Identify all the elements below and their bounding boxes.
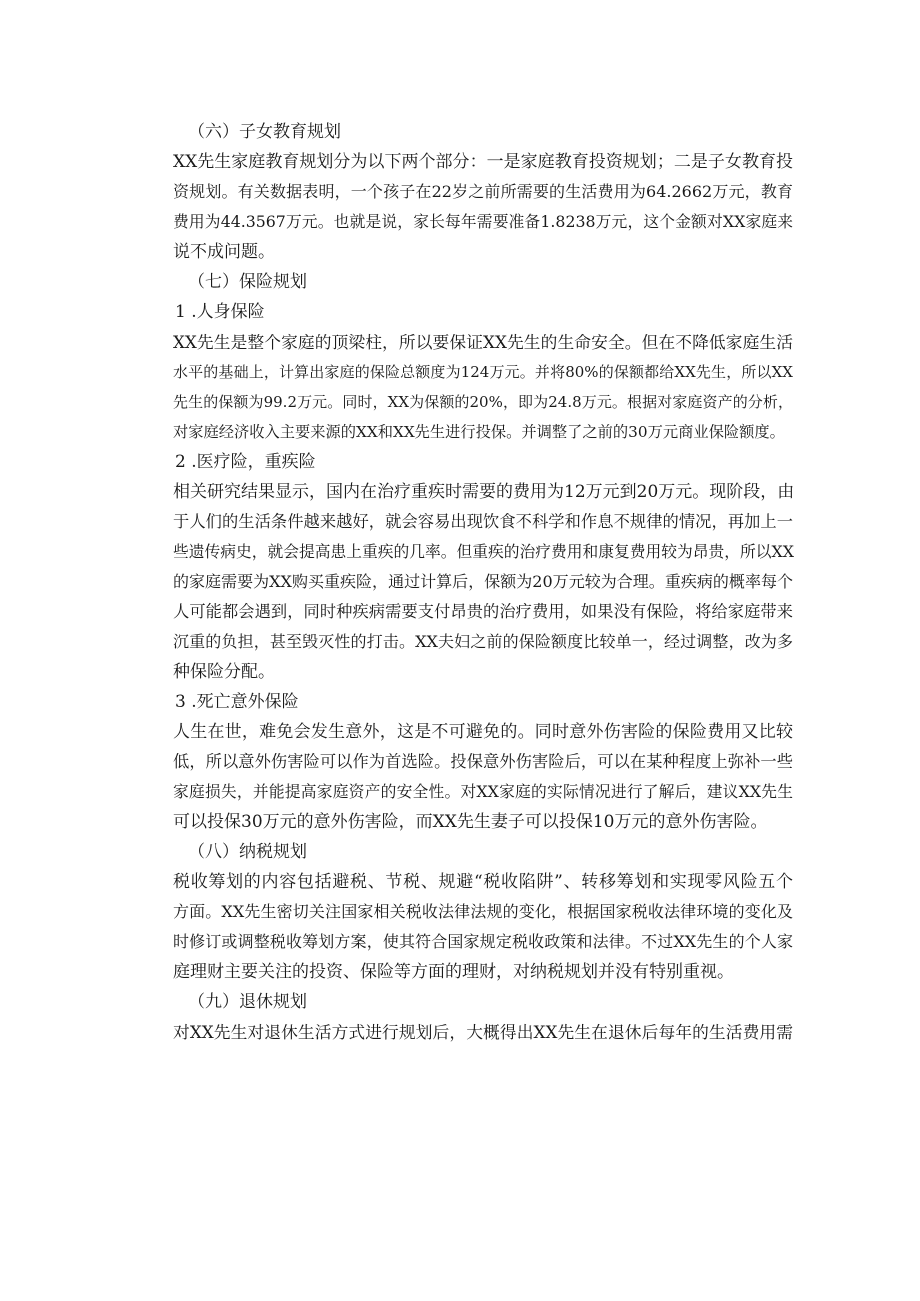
text-line: 说不成问题。 <box>173 242 275 262</box>
text-line: 种保险分配。 <box>173 662 275 682</box>
text-line: 对XX先生对退休生活方式进行规划后，大概得出XX先生在退休后每年的生活费用需 <box>173 1022 793 1042</box>
paragraph-retirement-planning <box>173 1017 793 1047</box>
text-line: 低，所以意外伤害险可以作为首选险。投保意外伤害险后，可以在某种程度上弥补一些 <box>173 752 793 771</box>
text-line: 庭理财主要关注的投资、保险等方面的理财，对纳税规划并没有特别重视。 <box>173 962 734 982</box>
subheading-accident-insurance: 3 .死亡意外保险 <box>175 692 299 712</box>
text-line: 方面。XX先生密切关注国家相关税收法律法规的变化，根据国家税收法律环境的变化及 <box>173 902 793 921</box>
paragraph-medical-insurance <box>173 477 793 687</box>
section-heading-8: （八）纳税规划 <box>188 842 307 862</box>
text-line: XX先生家庭教育规划分为以下两个部分：一是家庭教育投资规划；二是子女教育投 <box>173 152 793 172</box>
text-line: 费用为44.3567万元。也就是说，家长每年需要准备1.8238万元，这个金额对XX家庭来 <box>173 212 793 231</box>
text-line: 家庭损失，并能提高家庭资产的安全性。对XX家庭的实际情况进行了解后，建议XX先生 <box>173 782 793 801</box>
text-line: 对家庭经济收入主要来源的XX和XX先生进行投保。并调整了之前的30万元商业保险额度。 <box>173 423 785 441</box>
subheading-life-insurance: 1 .人身保险 <box>175 302 265 322</box>
subheading-medical-insurance: 2 .医疗险，重疾险 <box>175 452 316 472</box>
paragraph-accident-insurance <box>173 717 793 837</box>
section-heading-7: （七）保险规划 <box>188 272 307 292</box>
text-line: 些遗传病史，就会提高患上重疾的几率。但重疾的治疗费用和康复费用较为昂贵，所以XX <box>173 542 794 561</box>
text-line: 沉重的负担，甚至毁灭性的打击。XX夫妇之前的保险额度比较单一，经过调整，改为多 <box>173 632 793 651</box>
text-line: 于人们的生活条件越来越好，就会容易出现饮食不科学和作息不规律的情况，再加上一 <box>173 512 793 531</box>
paragraph-life-insurance <box>173 327 793 447</box>
text-line: 人生在世，难免会发生意外，这是不可避免的。同时意外伤害险的保险费用又比较 <box>173 722 793 742</box>
text-line: 先生的保额为99.2万元。同时，XX为保额的20%，即为24.8万元。根据对家庭资产的分析， <box>173 393 793 411</box>
text-line: 相关研究结果显示，国内在治疗重疾时需要的费用为12万元到20万元。现阶段，由 <box>173 482 795 502</box>
paragraph-child-education <box>173 147 793 267</box>
text-line: 人可能都会遇到，同时种疾病需要支付昂贵的治疗费用，如果没有保险，将给家庭带来 <box>173 602 793 621</box>
text-line: 税收筹划的内容包括避税、节税、规避“税收陷阱”、转移筹划和实现零风险五个 <box>173 872 793 892</box>
document-body <box>173 117 793 1047</box>
text-line: 的家庭需要为XX购买重疾险，通过计算后，保额为20万元较为合理。重疾病的概率每个 <box>173 572 793 591</box>
text-line: 可以投保30万元的意外伤害险，而XX先生妻子可以投保10万元的意外伤害险。 <box>173 812 768 832</box>
paragraph-tax-planning <box>173 867 793 987</box>
text-line: XX先生是整个家庭的顶梁柱，所以要保证XX先生的生命安全。但在不降低家庭生活 <box>173 332 793 352</box>
text-line: 时修订或调整税收筹划方案，使其符合国家规定税收政策和法律。不过XX先生的个人家 <box>173 932 793 951</box>
section-heading-9: （九）退休规划 <box>188 992 307 1012</box>
text-line: 资规划。有关数据表明，一个孩子在22岁之前所需要的生活费用为64.2662万元，教育 <box>173 182 793 201</box>
section-heading-6: （六）子女教育规划 <box>188 122 341 142</box>
text-line: 水平的基础上，计算出家庭的保险总额度为124万元。并将80%的保额都给XX先生，所以XX <box>173 363 793 381</box>
